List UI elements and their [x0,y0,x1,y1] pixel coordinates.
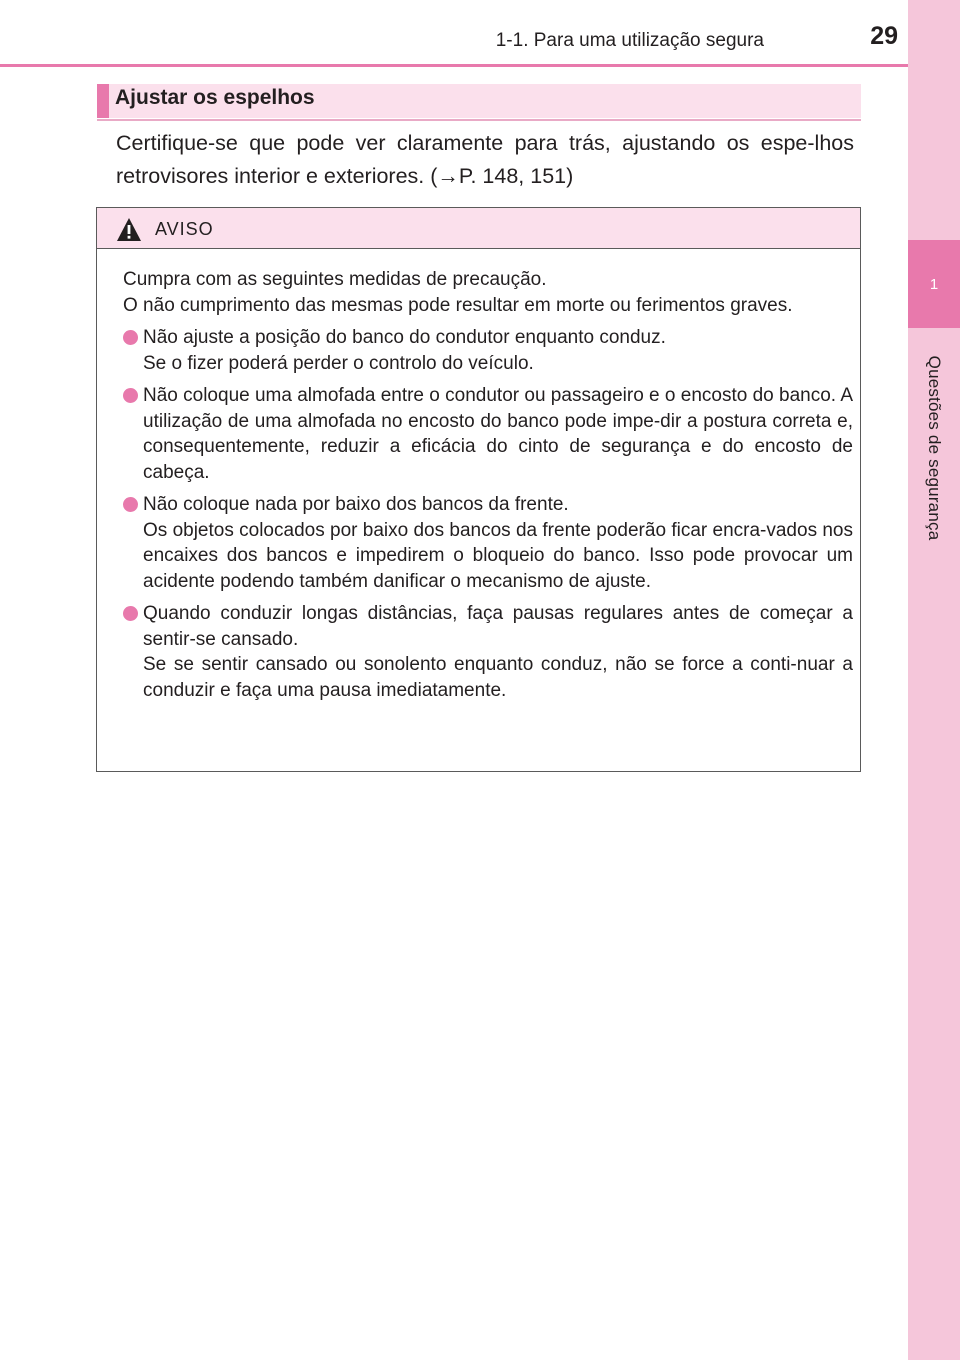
bullet-dot-icon [123,606,138,621]
chapter-side-tab [908,0,960,1360]
warning-list-item [123,492,853,594]
warning-title: AVISO [155,219,214,239]
section-intro-paragraph: Certifique-se que pode ver claramente para trás, ajustando os espe-lhos retrovisores interior e exteriores. (→P. 148, 151) [116,131,854,188]
warning-item-text: Não ajuste a posição do banco do condutor enquanto conduz. [143,327,666,348]
warning-header [97,208,860,249]
warning-item-text: Os objetos colocados por baixo dos bancos da frente poderão ficar encra-vados nos encaixes dos bancos e impedirem o bloqueio do banco. Isso pode provocar um acidente podendo também danificar o mecanismo de ajuste. [143,519,853,592]
warning-item-text: Se se sentir cansado ou sonolento enquanto conduz, não se force a conti-nuar a conduzir e faça uma pausa imediatamente. [143,654,853,701]
bullet-dot-icon [123,330,138,345]
warning-list-item [123,383,853,485]
warning-item-text: Quando conduzir longas distâncias, faça pausas regulares antes de começar a sentir-se cansado. [143,603,853,650]
bullet-dot-icon [123,388,138,403]
chapter-title: Questões de segurança [925,355,944,541]
warning-intro-line: Cumpra com as seguintes medidas de precaução. [123,269,547,290]
warning-triangle-icon [117,218,141,241]
running-header-section: 1-1. Para uma utilização segura [495,30,764,51]
warning-item-text: Não coloque uma almofada entre o condutor ou passageiro e o encosto do banco. A utilização de uma almofada no encosto do banco pode impe-dir a postura correta e, consequentemente, reduzir a eficácia do cinto de segurança e do encosto de cabeça. [143,385,853,483]
warning-item-text: Se o fizer poderá perder o controlo do veículo. [143,352,534,374]
bullet-dot-icon [123,497,138,512]
page-number: 29 [870,22,898,50]
header-rule [0,64,908,67]
warning-box [96,207,861,772]
section-heading-rule [97,119,861,121]
warning-intro-line: O não cumprimento das mesmas pode resultar em morte ou ferimentos graves. [123,294,793,316]
section-heading: Ajustar os espelhos [115,86,315,109]
warning-item-text: Não coloque nada por baixo dos bancos da frente. [143,494,569,515]
chapter-number-box [908,240,960,328]
warning-list-item [123,601,853,703]
warning-body [123,267,853,703]
warning-list-item [123,325,853,376]
chapter-number: 1 [929,275,939,293]
